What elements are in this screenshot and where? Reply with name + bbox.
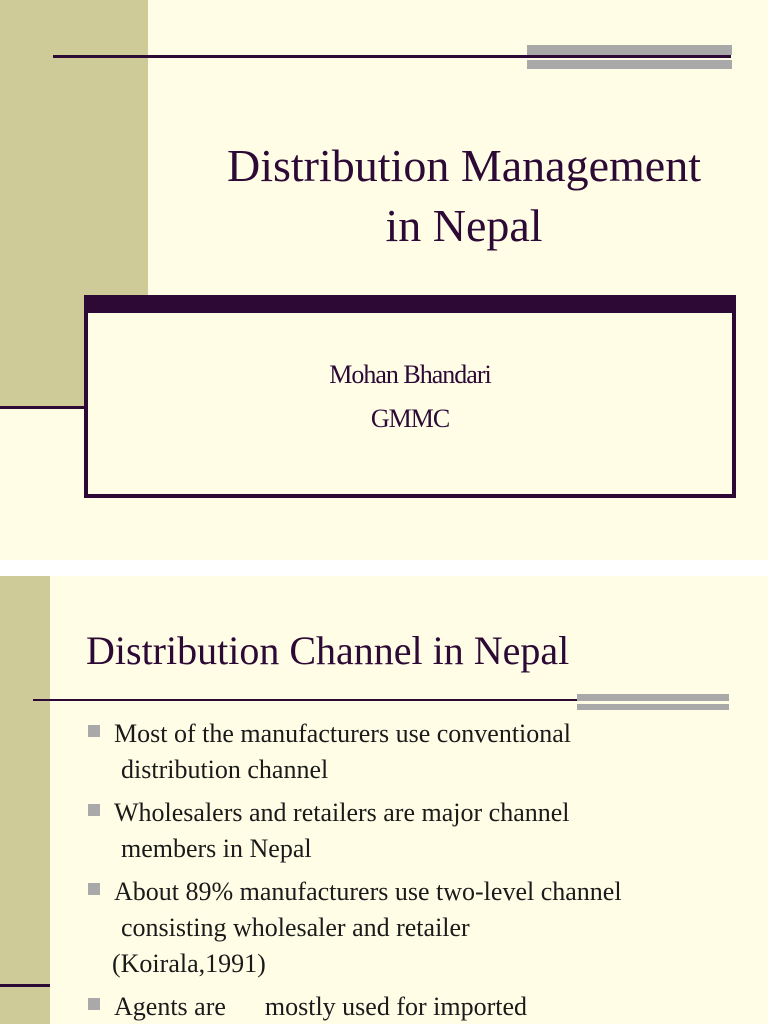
- slide-heading: Distribution Channel in Nepal: [86, 628, 570, 673]
- bullet-text: distribution channel: [121, 755, 329, 784]
- bullet-text: About 89% manufacturers use two-level channel: [114, 877, 622, 906]
- author-name: Mohan Bhandari: [329, 360, 491, 389]
- bullet-list: [87, 716, 747, 1024]
- slide-separator: [0, 560, 768, 576]
- gray-bar: [577, 704, 729, 710]
- bullet-text: members in Nepal: [121, 834, 312, 863]
- side-band: [0, 576, 50, 1024]
- bullet-text: consisting wholesaler and retailer: [121, 913, 470, 942]
- square-bullet-icon: [88, 883, 100, 895]
- gray-bar: [527, 45, 732, 55]
- slide-title-line1: Distribution Management: [227, 140, 701, 191]
- bullet-text: Most of the manufacturers use conventional: [114, 719, 572, 748]
- list-item: [87, 989, 747, 1024]
- gray-bar: [527, 60, 732, 69]
- bullet-text: Agents are mostly used for imported: [114, 992, 528, 1021]
- left-rule: [0, 406, 88, 409]
- content-slide: [0, 576, 768, 1024]
- slide-title-line2: in Nepal: [385, 200, 543, 251]
- gray-accent-bars: [577, 694, 729, 710]
- gray-accent-bars: [527, 45, 732, 69]
- square-bullet-icon: [88, 804, 100, 816]
- slide-title: [160, 136, 768, 256]
- gray-bar: [577, 694, 729, 701]
- square-bullet-icon: [88, 998, 100, 1010]
- list-item: [87, 716, 747, 788]
- bullet-text: Wholesalers and retailers are major channel: [114, 798, 570, 827]
- list-item: [87, 874, 747, 982]
- list-item: [87, 795, 747, 867]
- bullet-text: (Koirala,1991): [112, 949, 266, 978]
- square-bullet-icon: [88, 725, 100, 737]
- organization-name: GMMC: [370, 404, 450, 433]
- side-rule: [0, 984, 50, 987]
- subtitle-box: [84, 295, 736, 498]
